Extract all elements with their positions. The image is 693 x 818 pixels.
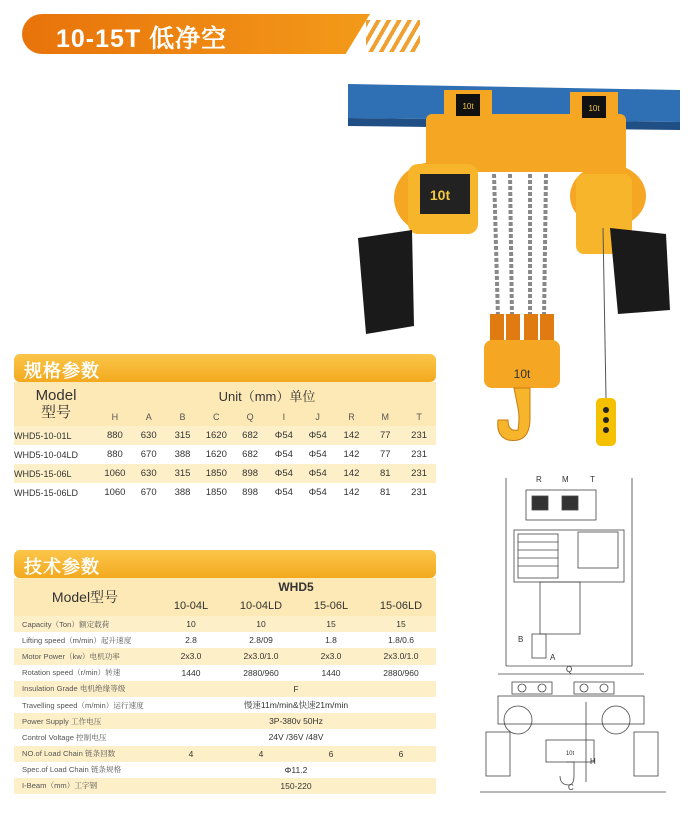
spec-section-header bbox=[14, 354, 436, 382]
spec-model-cell: WHD5-15-06LD bbox=[14, 483, 98, 502]
spec-value-cell: 388 bbox=[166, 483, 200, 502]
col-header: Q bbox=[233, 408, 267, 426]
spec-row bbox=[14, 445, 436, 464]
spec-value-cell: 1060 bbox=[98, 464, 132, 483]
tech-section-header bbox=[14, 550, 436, 578]
spec-value-cell: 880 bbox=[98, 445, 132, 464]
tech-merged-cell: F bbox=[156, 681, 436, 697]
tech-value-cell: 15 bbox=[296, 616, 366, 632]
spec-value-cell: 81 bbox=[368, 464, 402, 483]
tech-label-cell: Lifting speed（m/min）起升速度 bbox=[14, 632, 156, 648]
tech-label-cell: Insulation Grade 电机绝缘等级 bbox=[14, 681, 156, 697]
title-banner bbox=[22, 14, 382, 54]
spec-value-cell: 77 bbox=[368, 426, 402, 445]
tech-label-cell: Control Voltage 控制电压 bbox=[14, 729, 156, 745]
spec-row bbox=[14, 483, 436, 502]
banner-stripes bbox=[366, 20, 420, 52]
col-header: I bbox=[267, 408, 301, 426]
spec-value-cell: Φ54 bbox=[267, 426, 301, 445]
tech-model-col: 10-04L bbox=[156, 596, 226, 616]
tech-row bbox=[14, 697, 436, 713]
dimension-drawing bbox=[466, 470, 680, 800]
spec-value-cell: 1850 bbox=[199, 464, 233, 483]
tech-value-cell: 2x3.0 bbox=[296, 648, 366, 664]
model-header bbox=[14, 382, 98, 426]
col-header: A bbox=[132, 408, 166, 426]
dim-label-m: M bbox=[562, 475, 569, 484]
spec-value-cell: 1620 bbox=[199, 445, 233, 464]
dim-label-t: T bbox=[590, 475, 595, 484]
tech-merged-cell: 慢速11m/min&快速21m/min bbox=[156, 697, 436, 713]
tech-label-cell: Motor Power（kw）电机功率 bbox=[14, 648, 156, 664]
spec-value-cell: 142 bbox=[335, 464, 369, 483]
tech-table bbox=[14, 578, 436, 794]
spec-model-cell: WHD5-15-06L bbox=[14, 464, 98, 483]
tech-value-cell: 1440 bbox=[156, 665, 226, 681]
col-header: J bbox=[301, 408, 335, 426]
spec-value-cell: 898 bbox=[233, 483, 267, 502]
dim-label-a: A bbox=[550, 653, 556, 662]
tech-merged-cell: Φ11.2 bbox=[156, 762, 436, 778]
tech-value-cell: 10 bbox=[156, 616, 226, 632]
tech-label-cell: Power Supply 工作电压 bbox=[14, 713, 156, 729]
tech-row bbox=[14, 632, 436, 648]
tech-value-cell: 2x3.0/1.0 bbox=[366, 648, 436, 664]
spec-table bbox=[14, 382, 436, 502]
tech-value-cell: 6 bbox=[296, 746, 366, 762]
tech-label-cell: Rotation speed（r/min）转速 bbox=[14, 665, 156, 681]
tech-value-cell: 2880/960 bbox=[226, 665, 296, 681]
tech-value-cell: 10 bbox=[226, 616, 296, 632]
tech-value-cell: 2x3.0 bbox=[156, 648, 226, 664]
tech-value-cell: 1.8/0.6 bbox=[366, 632, 436, 648]
plate-label: 10t bbox=[429, 187, 451, 203]
dim-label-c: C bbox=[568, 783, 574, 792]
tech-row bbox=[14, 665, 436, 681]
series-label: WHD5 bbox=[156, 578, 436, 596]
spec-value-cell: Φ54 bbox=[267, 483, 301, 502]
spec-model-cell: WHD5-10-01L bbox=[14, 426, 98, 445]
tech-row bbox=[14, 729, 436, 745]
tech-row bbox=[14, 746, 436, 762]
tech-label-cell: Spec.of Load Chain 链条规格 bbox=[14, 762, 156, 778]
tech-value-cell: 15 bbox=[366, 616, 436, 632]
col-header: R bbox=[335, 408, 369, 426]
page-title: 10-15T 低净空 bbox=[56, 25, 228, 53]
tech-row bbox=[14, 616, 436, 632]
tech-value-cell: 1.8 bbox=[296, 632, 366, 648]
spec-value-cell: 670 bbox=[132, 483, 166, 502]
spec-value-cell: 142 bbox=[335, 426, 369, 445]
spec-value-cell: 1620 bbox=[199, 426, 233, 445]
display-label: 10t bbox=[462, 102, 474, 111]
spec-value-cell: 682 bbox=[233, 426, 267, 445]
tech-model-col: 15-06L bbox=[296, 596, 366, 616]
tech-row bbox=[14, 762, 436, 778]
col-header: C bbox=[199, 408, 233, 426]
dim-label-r: R bbox=[536, 475, 542, 484]
spec-row bbox=[14, 464, 436, 483]
spec-value-cell: Φ54 bbox=[301, 464, 335, 483]
col-header: M bbox=[368, 408, 402, 426]
spec-value-cell: Φ54 bbox=[301, 426, 335, 445]
dim-label-q: Q bbox=[566, 665, 573, 674]
spec-value-cell: 1850 bbox=[199, 483, 233, 502]
col-header: T bbox=[402, 408, 436, 426]
spec-value-cell: 388 bbox=[166, 445, 200, 464]
tech-value-cell: 2.8 bbox=[156, 632, 226, 648]
dim-label-b: B bbox=[518, 635, 524, 644]
display-label-2: 10t bbox=[588, 104, 600, 113]
tech-value-cell: 4 bbox=[226, 746, 296, 762]
tech-value-cell: 2x3.0/1.0 bbox=[226, 648, 296, 664]
tech-row bbox=[14, 778, 436, 794]
spec-value-cell: 77 bbox=[368, 445, 402, 464]
tech-value-cell: 1440 bbox=[296, 665, 366, 681]
model-label-en: Model bbox=[35, 387, 77, 404]
tech-section-title: 技术参数 bbox=[24, 557, 100, 577]
spec-row bbox=[14, 426, 436, 445]
model-label-cn: 型号 bbox=[40, 404, 71, 421]
spec-value-cell: Φ54 bbox=[267, 464, 301, 483]
spec-value-cell: 315 bbox=[166, 464, 200, 483]
tech-model-col: 15-06LD bbox=[366, 596, 436, 616]
tech-label-cell: I-Beam（mm）工字钢 bbox=[14, 778, 156, 794]
spec-value-cell: Φ54 bbox=[301, 445, 335, 464]
spec-value-cell: 630 bbox=[132, 426, 166, 445]
spec-value-cell: 231 bbox=[402, 445, 436, 464]
tech-row bbox=[14, 713, 436, 729]
tech-model-label: Model型号 bbox=[14, 578, 156, 616]
spec-value-cell: 1060 bbox=[98, 483, 132, 502]
spec-value-cell: 142 bbox=[335, 483, 369, 502]
spec-value-cell: 315 bbox=[166, 426, 200, 445]
spec-value-cell: 630 bbox=[132, 464, 166, 483]
tech-label-cell: Travelling speed（m/min）运行速度 bbox=[14, 697, 156, 713]
spec-value-cell: 682 bbox=[233, 445, 267, 464]
col-header: B bbox=[166, 408, 200, 426]
tech-value-cell: 6 bbox=[366, 746, 436, 762]
hook-label: 10t bbox=[513, 367, 531, 381]
tech-model-col: 10-04LD bbox=[226, 596, 296, 616]
tech-label-cell: NO.of Load Chain 链条回数 bbox=[14, 746, 156, 762]
dim-label-h: H bbox=[590, 757, 596, 766]
spec-value-cell: 142 bbox=[335, 445, 369, 464]
spec-value-cell: Φ54 bbox=[267, 445, 301, 464]
spec-value-cell: 880 bbox=[98, 426, 132, 445]
drawing-hook-label: 10t bbox=[565, 751, 575, 757]
tech-merged-cell: 150-220 bbox=[156, 778, 436, 794]
spec-value-cell: Φ54 bbox=[301, 483, 335, 502]
unit-label: Unit（mm）单位 bbox=[98, 382, 436, 408]
spec-section-title: 规格参数 bbox=[24, 361, 100, 381]
spec-value-cell: 231 bbox=[402, 483, 436, 502]
spec-value-cell: 81 bbox=[368, 483, 402, 502]
spec-model-cell: WHD5-10-04LD bbox=[14, 445, 98, 464]
spec-value-cell: 670 bbox=[132, 445, 166, 464]
tech-label-cell: Capacity（Ton）额定载荷 bbox=[14, 616, 156, 632]
tech-row bbox=[14, 681, 436, 697]
spec-value-cell: 898 bbox=[233, 464, 267, 483]
tech-row bbox=[14, 648, 436, 664]
tech-value-cell: 2880/960 bbox=[366, 665, 436, 681]
tech-value-cell: 2.8/09 bbox=[226, 632, 296, 648]
spec-value-cell: 231 bbox=[402, 464, 436, 483]
spec-value-cell: 231 bbox=[402, 426, 436, 445]
tech-merged-cell: 24V /36V /48V bbox=[156, 729, 436, 745]
tech-merged-cell: 3P-380v 50Hz bbox=[156, 713, 436, 729]
col-header: H bbox=[98, 408, 132, 426]
tech-value-cell: 4 bbox=[156, 746, 226, 762]
